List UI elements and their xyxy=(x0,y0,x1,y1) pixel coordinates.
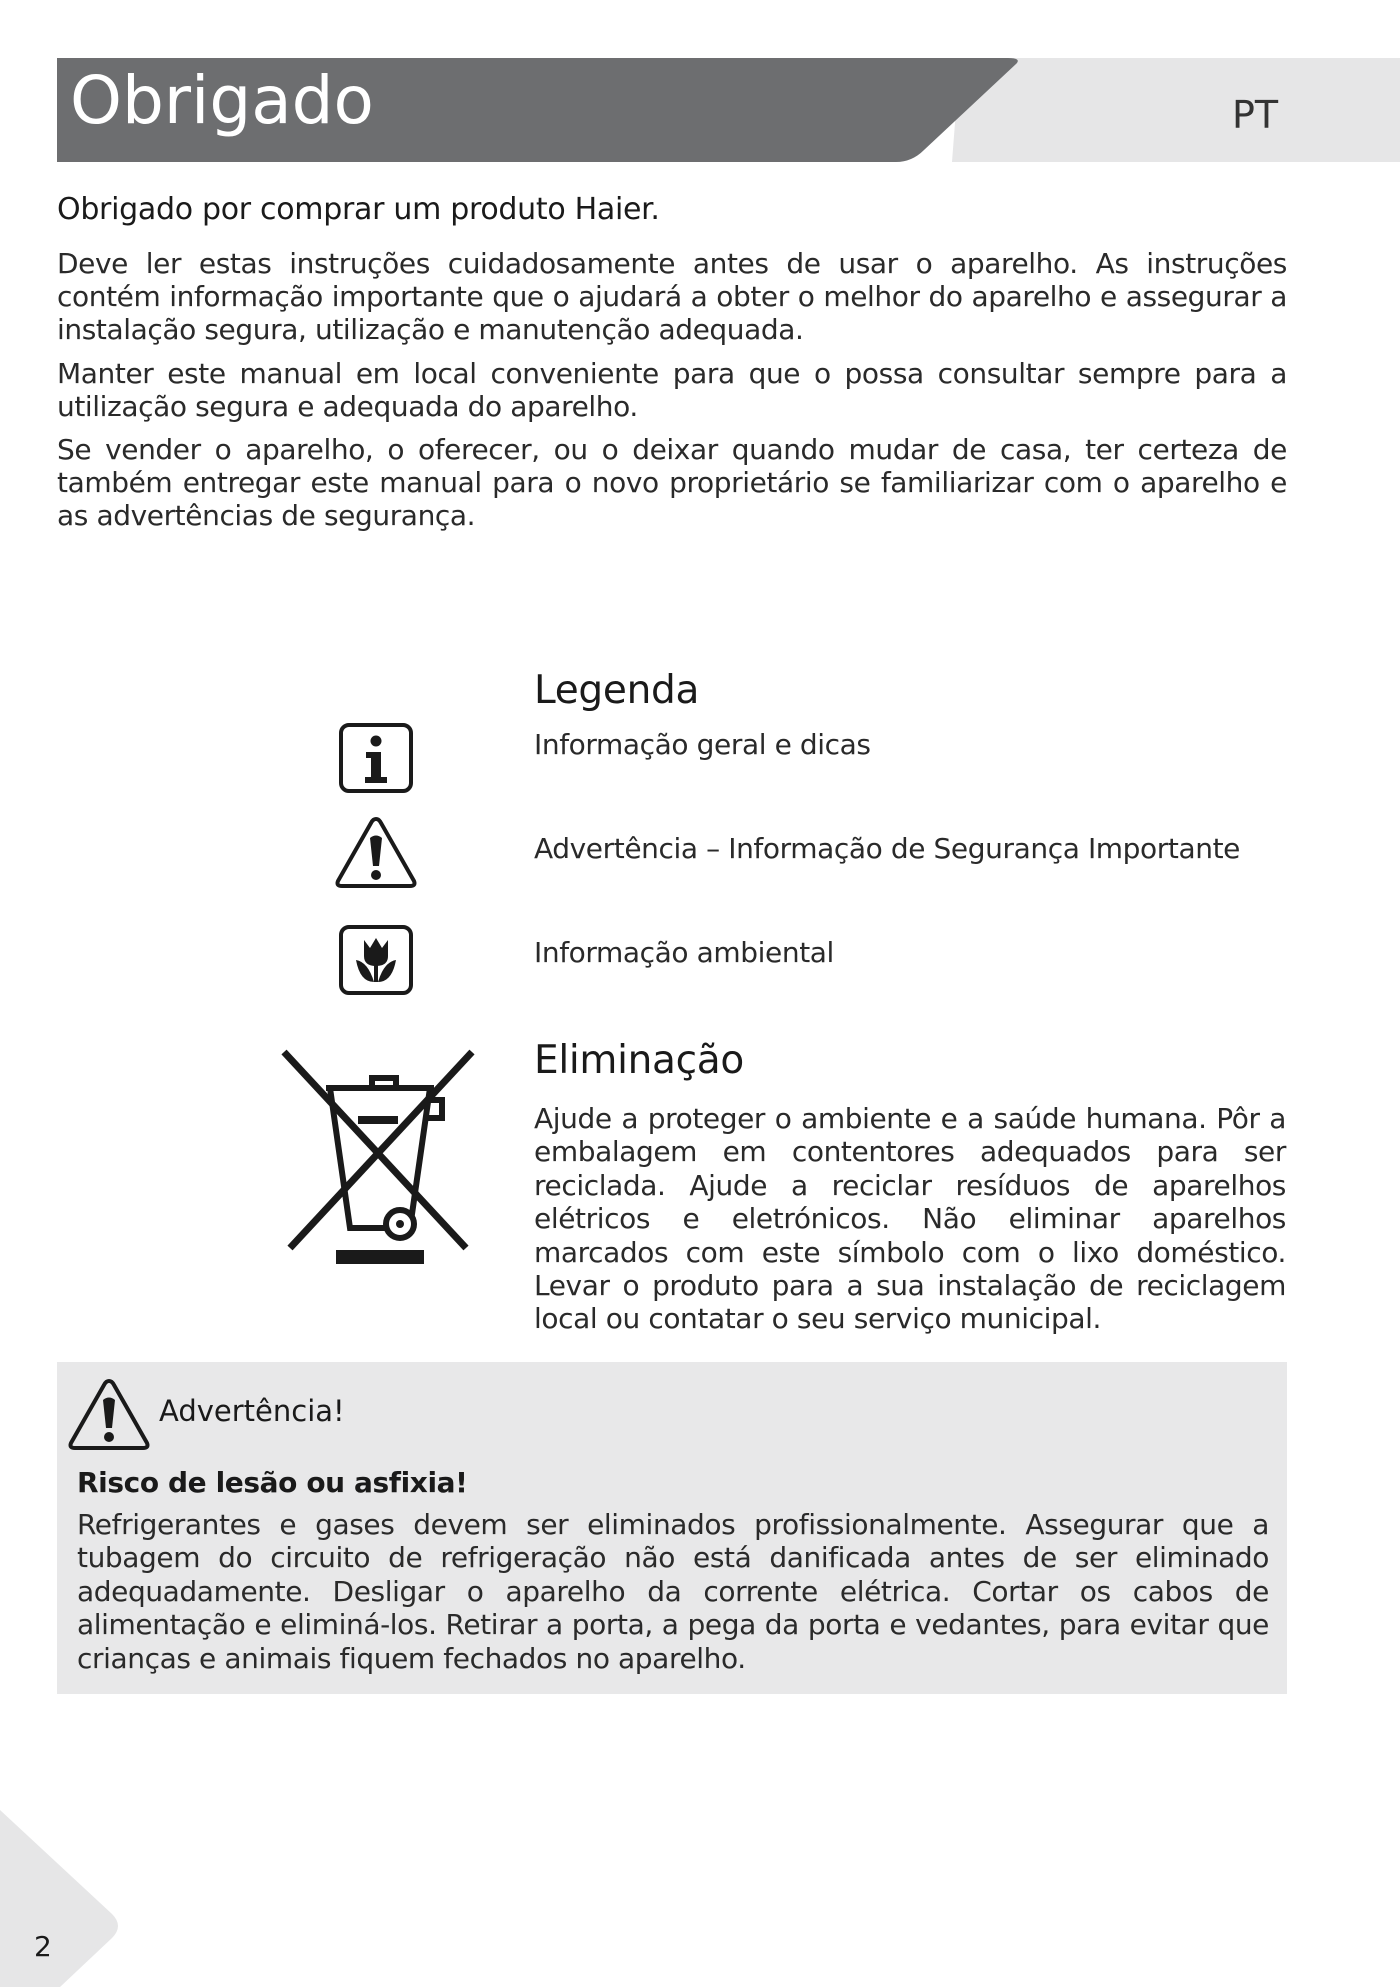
crossed-out-wheelie-bin-icon xyxy=(280,1048,480,1270)
legend-item-warning-text: Advertência – Informação de Segurança Importante xyxy=(534,832,1240,865)
language-code: PT xyxy=(1232,93,1279,137)
header-light-tab xyxy=(952,58,1400,162)
intro-paragraph-1: Deve ler estas instruções cuidadosamente antes de usar o aparelho. As instruções contém informação importante que o ajudará a obter o melhor do aparelho e assegurar a instalação segura, utilização e manutenção adequada. xyxy=(57,247,1287,346)
intro-paragraph-2: Manter este manual em local conveniente para que o possa consultar sempre para a utilização segura e adequada do aparelho. xyxy=(57,357,1287,423)
intro-heading: Obrigado por comprar um produto Haier. xyxy=(57,192,660,227)
page-number: 2 xyxy=(34,1930,52,1963)
info-icon xyxy=(338,722,414,794)
legend-item-info-text: Informação geral e dicas xyxy=(534,728,871,761)
page-title: Obrigado xyxy=(70,62,374,139)
legend-item-environment-text: Informação ambiental xyxy=(534,936,834,969)
warning-triangle-icon xyxy=(334,814,418,890)
warning-triangle-icon xyxy=(67,1376,151,1452)
environment-flower-icon xyxy=(338,924,414,996)
warning-body: Refrigerantes e gases devem ser eliminados profissionalmente. Assegurar que a tubagem do circuito de refrigeração não está danificada antes de ser eliminado adequadamente. Desligar o aparelho da corrente elétrica. Cortar os cabos de alimentação e eliminá-los. Retirar a porta, a pega da porta e vedantes, para evitar que crianças e animais fiquem fechados no aparelho. xyxy=(77,1508,1269,1675)
warning-subtitle: Risco de lesão ou asfixia! xyxy=(77,1466,468,1499)
legend-heading: Legenda xyxy=(534,668,700,713)
intro-paragraph-3: Se vender o aparelho, o oferecer, ou o deixar quando mudar de casa, ter certeza de também entregar este manual para o novo proprietário se familiarizar com o aparelho e as advertências de segurança. xyxy=(57,433,1287,532)
warning-title: Advertência! xyxy=(159,1394,345,1428)
page-corner-tab xyxy=(0,1810,130,1987)
disposal-heading: Eliminação xyxy=(534,1038,744,1083)
disposal-text: Ajude a proteger o ambiente e a saúde humana. Pôr a embalagem em contentores adequados para ser reciclada. Ajude a reciclar resíduos de aparelhos elétricos e eletrónicos. Não eliminar aparelhos marcados com este símbolo com o lixo doméstico. Levar o produto para a sua instalação de reciclagem local ou contatar o seu serviço municipal. xyxy=(534,1102,1286,1336)
warning-box xyxy=(57,1362,1287,1694)
